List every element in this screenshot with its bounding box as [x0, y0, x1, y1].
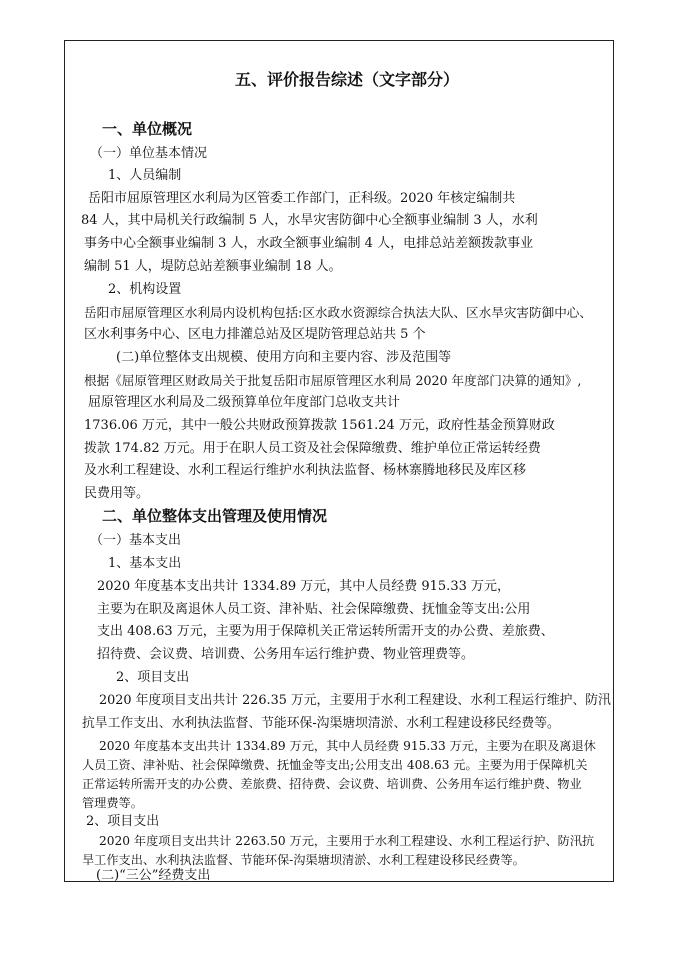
- paragraph-line: 旱工作支出、水利执法监督、节能环保-沟渠塘坝清淤、水利工程建设移民经费等。: [82, 853, 525, 867]
- paragraph-line: 岳阳市屈原管理区水利局为区管委工作部门，正科级。2020 年核定编制共: [88, 191, 516, 206]
- section-heading-2: 二、单位整体支出管理及使用情况: [102, 507, 328, 525]
- paragraph-line: 拨款 174.82 万元。用于在职人员工资及社会保障缴费、维护单位正常运转经费: [84, 441, 541, 456]
- paragraph-line: 2020 年度项目支出共计 226.35 万元，主要用于水利工程建设、水利工程运行维护、防汛: [99, 693, 611, 708]
- paragraph-line: 岳阳市屈原管理区水利局内设机构包括:区水政水资源综合执法大队、区水旱灾害防御中心、: [84, 305, 592, 320]
- paragraph-line: 民费用等。: [84, 486, 150, 501]
- paragraph-line: 2020 年度基本支出共计 1334.89 万元，其中人员经费 915.33 万元，主要为在职及离退休: [99, 739, 596, 753]
- item-heading: 2、项目支出: [86, 814, 160, 829]
- paragraph-line: 人员工资、津补贴、社会保障缴费、抚恤金等支出;公用支出 408.63 元。主要为用于保障机关: [82, 758, 588, 772]
- paragraph-line: 1736.06 万元，其中一般公共财政预算拨款 1561.24 万元，政府性基金预算财政: [84, 418, 555, 433]
- subsection-heading: （一）基本支出: [90, 533, 182, 548]
- subsection-heading: (二)“三公”经费支出: [96, 868, 211, 883]
- subsection-heading: (二)单位整体支出规模、使用方向和主要内容、涉及范围等: [116, 350, 452, 365]
- paragraph-line: 正常运转所需开支的办公费、差旅费、招待费、会议费、培训费、公务用车运行维护费、物业: [82, 777, 582, 791]
- paragraph-line: 主要为在职及离退休人员工资、津补贴、社会保障缴费、抚恤金等支出:公用: [97, 602, 531, 617]
- paragraph-line: 事务中心全额事业编制 3 人，水政全额事业编制 4 人，电排总站差额拨款事业: [84, 236, 534, 251]
- item-heading: 1、人员编制: [108, 168, 182, 183]
- paragraph-line: 招待费、会议费、培训费、公务用车运行维护费、物业管理费等。: [97, 647, 475, 662]
- item-heading: 2、机构设置: [108, 282, 182, 297]
- section-heading-1: 一、单位概况: [102, 120, 193, 138]
- paragraph-line: 及水利工程建设、水利工程运行维护水利执法监督、杨林寨腾地移民及库区移: [84, 463, 527, 478]
- paragraph-line: 2020 年度基本支出共计 1334.89 万元，其中人员经费 915.33 万元，: [97, 579, 510, 594]
- paragraph-line: 84 人，其中局机关行政编制 5 人，水旱灾害防御中心全额事业编制 3 人，水利: [81, 213, 538, 228]
- item-heading: 1、基本支出: [108, 556, 182, 571]
- item-heading: 2、项目支出: [116, 670, 190, 685]
- paragraph-line: 编制 51 人，堤防总站差额事业编制 18 人。: [84, 259, 342, 274]
- subsection-heading: （一）单位基本情况: [90, 146, 208, 161]
- paragraph-line: 屈原管理区水利局及二级预算单位年度部门总收支共计: [88, 395, 401, 410]
- paragraph-line: 管理费等。: [82, 796, 143, 810]
- paragraph-line: 支出 408.63 万元，主要为用于保障机关正常运转所需开支的办公费、差旅费、: [97, 624, 554, 639]
- paragraph-line: 抗旱工作支出、水利执法监督、节能环保-沟渠塘坝清淤、水利工程建设移民经费等。: [82, 716, 560, 731]
- paragraph-line: 2020 年度项目支出共计 2263.50 万元，主要用于水利工程建设、水利工程运行护、防汛抗: [99, 834, 595, 848]
- paragraph-line: 区水利事务中心、区电力排灌总站及区堤防管理总站共 5 个: [84, 327, 426, 342]
- report-frame: [64, 40, 614, 882]
- report-title: 五、评价报告综述（文字部分）: [235, 70, 460, 89]
- paragraph-line: 根据《屈原管理区财政局关于批复岳阳市屈原管理区水利局 2020 年度部门决算的通知》,: [84, 373, 582, 388]
